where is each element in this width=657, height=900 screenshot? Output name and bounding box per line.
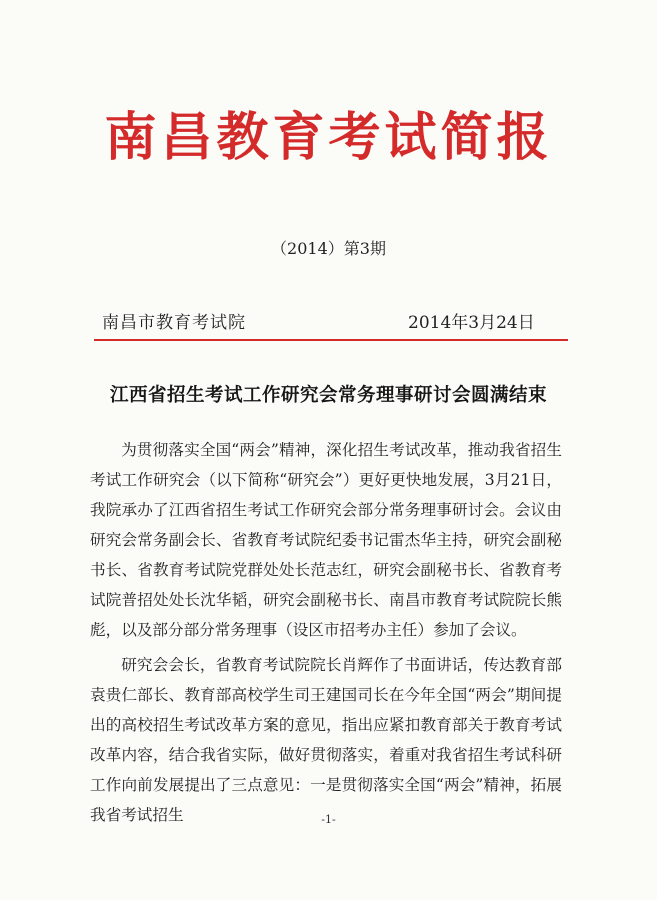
paragraph: 研究会会长，省教育考试院院长肖辉作了书面讲话，传达教育部袁贵仁部长、教育部高校学生司王建国司长在今年全国“两会”期间提出的高校招生考试改革方案的意见，指出应紧扣教育部关于教育考试改革内容，结合我省实际，做好贯彻落实，着重对我省招生考试科研工作向前发展提出了三点意见：一是贯彻落实全国“两会”精神，拓展我省考试招生 xyxy=(90,656,562,824)
article-body xyxy=(90,435,562,835)
publisher-name: 南昌市教育考试院 xyxy=(102,313,246,333)
newsletter-masthead: 南昌教育考试简报 xyxy=(104,107,553,168)
issue-number: （2014）第3期 xyxy=(271,239,386,258)
paragraph: 为贯彻落实全国“两会”精神，深化招生考试改革，推动我省招生考试工作研究会（以下简称“研究会”）更好更快地发展，3月21日，我院承办了江西省招生考试工作研究会部分常务理事研讨会。会议由研究会常务副会长、省教育考试院纪委书记雷杰华主持，研究会副秘书长、省教育考试院党群处处长范志红，研究会副秘书长、省教育考试院普招处处长沈华韬，研究会副秘书长、南昌市教育考试院院长熊彪，以及部分部分常务理事（设区市招考办主任）参加了会议。 xyxy=(90,441,562,639)
header-divider xyxy=(94,339,568,341)
page-number: -1- xyxy=(321,813,336,826)
publication-date: 2014年3月24日 xyxy=(408,313,535,333)
article-title: 江西省招生考试工作研究会常务理事研讨会圆满结束 xyxy=(109,385,547,406)
